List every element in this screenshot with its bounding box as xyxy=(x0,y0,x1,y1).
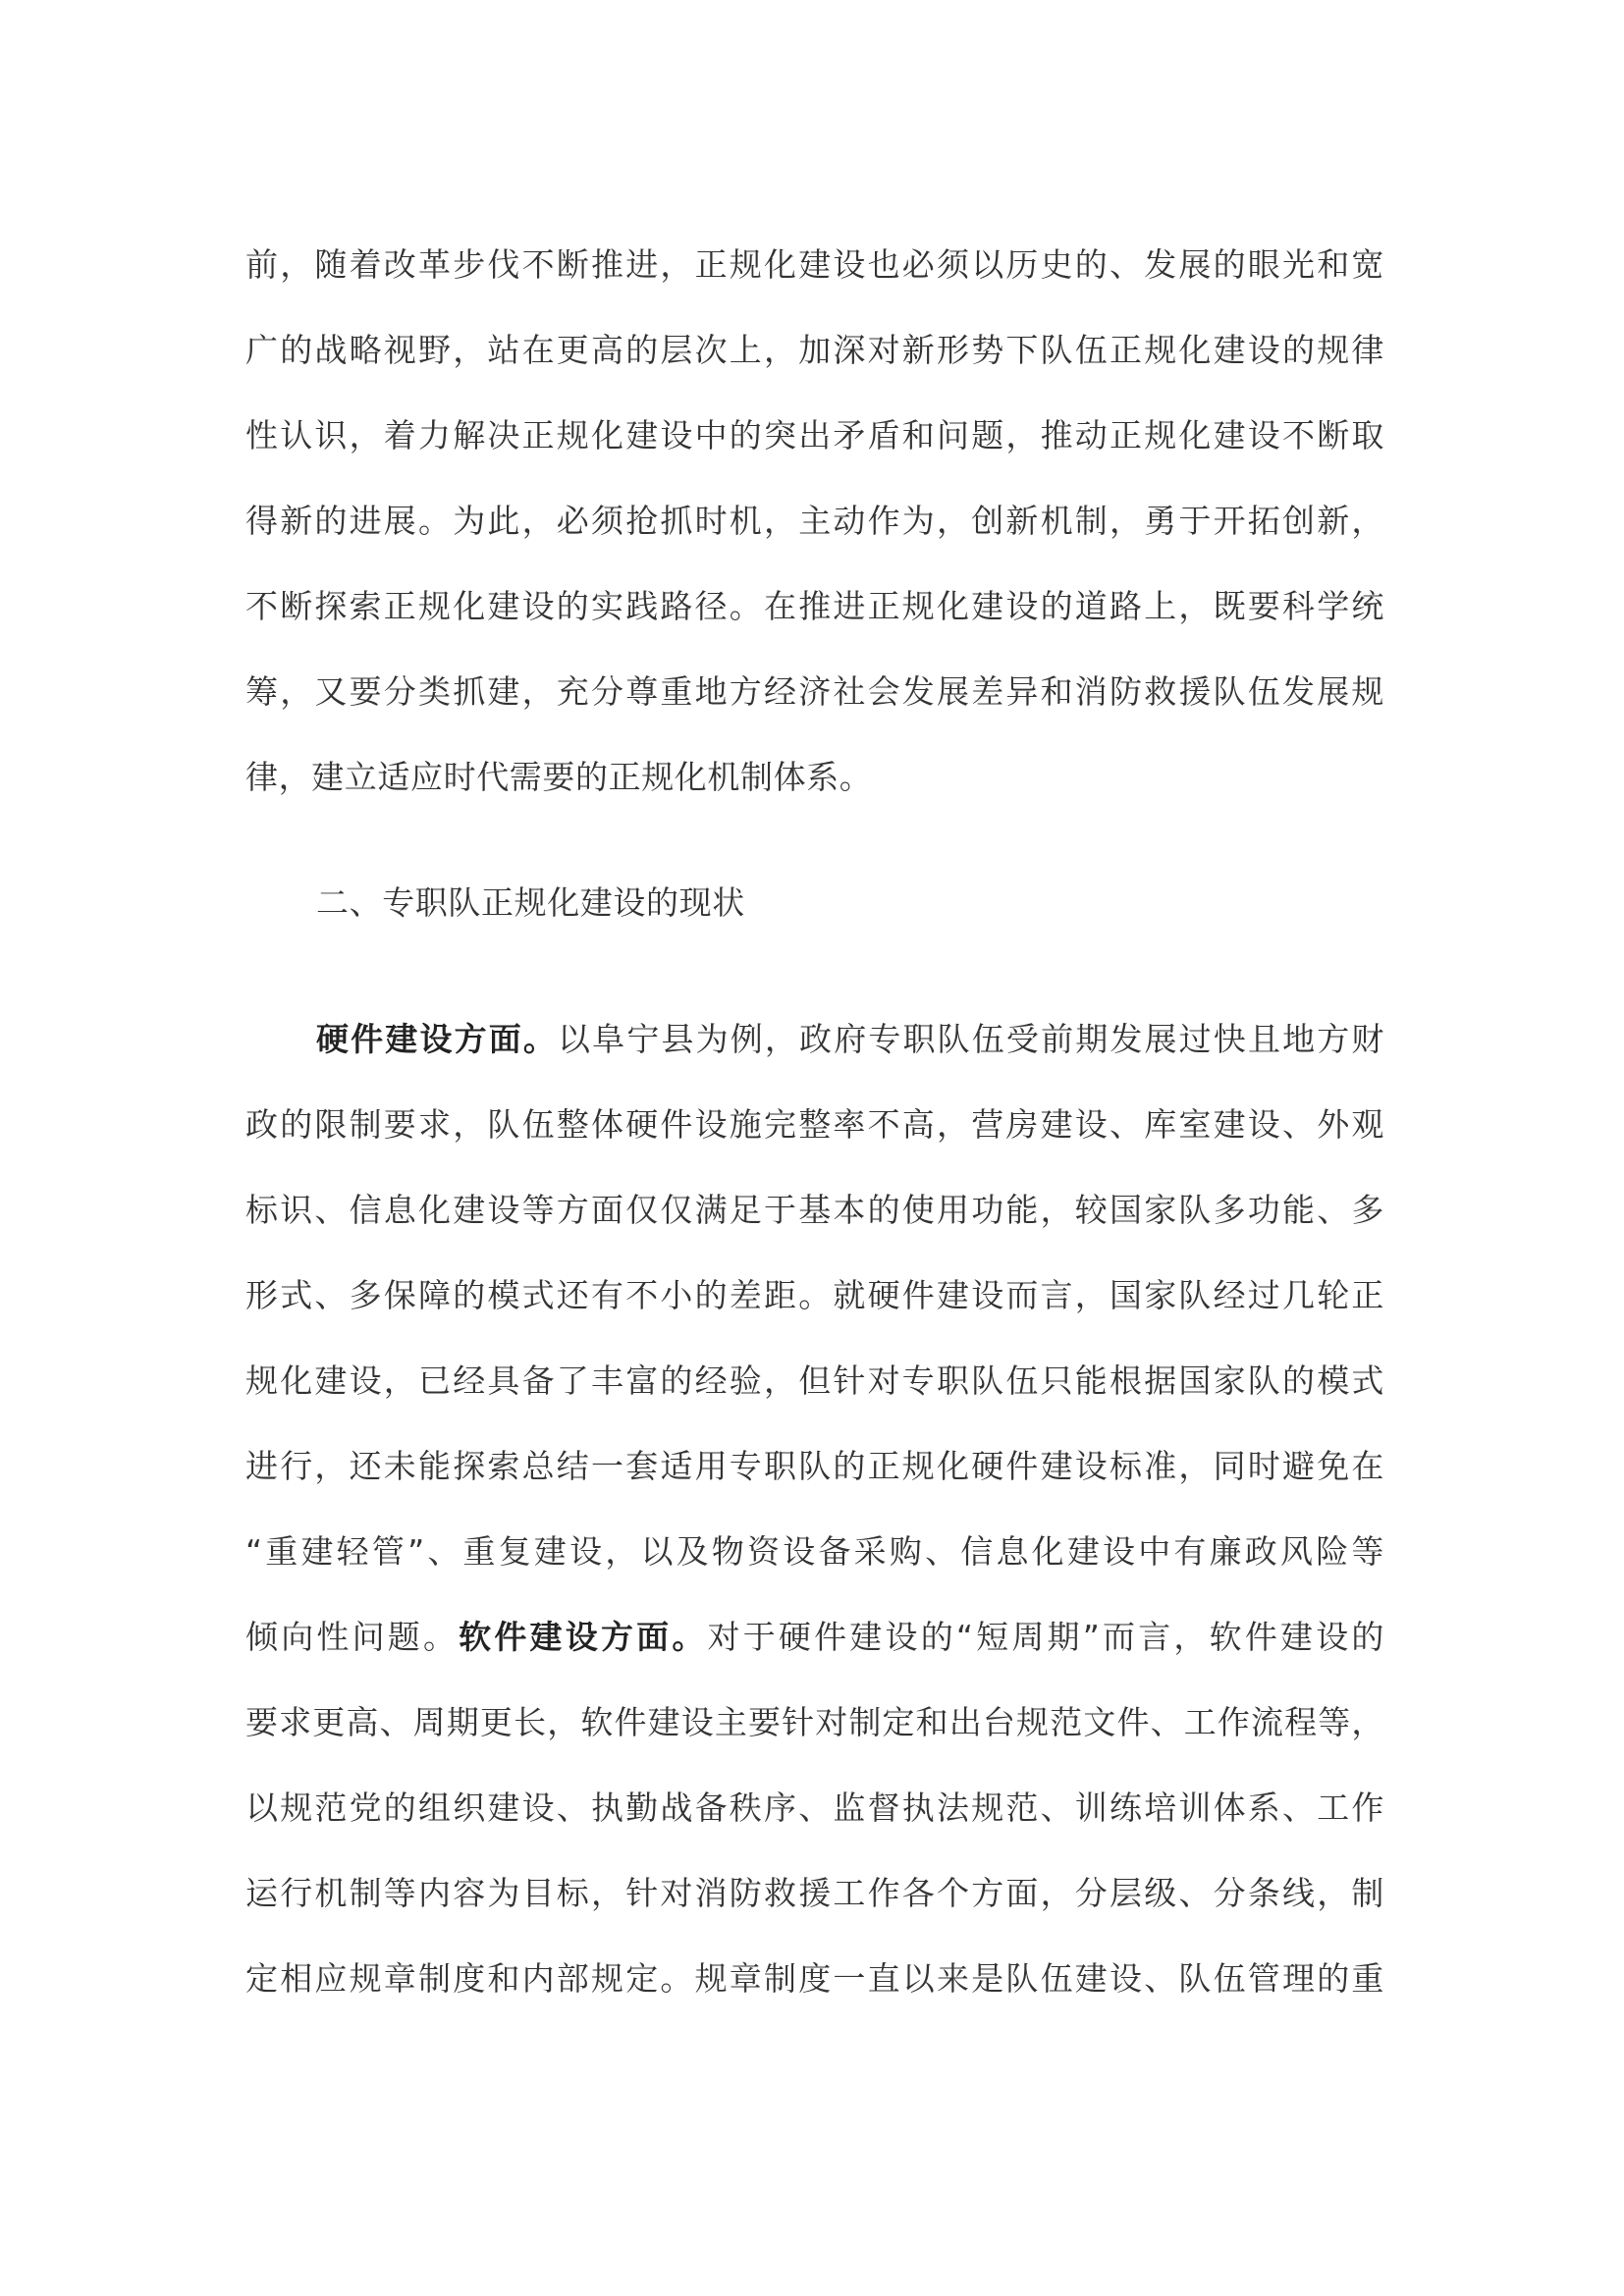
paragraph-line: 得新的进展。为此，必须抢抓时机，主动作为，创新机制，勇于开拓创新， xyxy=(245,502,1384,540)
paragraph-line xyxy=(245,1618,1384,1657)
paragraph-line: 政的限制要求，队伍整体硬件设施完整率不高，营房建设、库室建设、外观 xyxy=(245,1105,1384,1144)
bold-lead-software: 软件建设方面。 xyxy=(459,1618,708,1656)
paragraph-line: 定相应规章制度和内部规定。规章制度一直以来是队伍建设、队伍管理的重 xyxy=(245,1959,1384,1998)
paragraph-line: 要求更高、周期更长，软件建设主要针对制定和出台规范文件、工作流程等， xyxy=(245,1703,1384,1741)
paragraph-line: 运行机制等内容为目标，针对消防救援工作各个方面，分层级、分条线，制 xyxy=(245,1874,1384,1912)
paragraph-line: “重建轻管”、重复建设，以及物资设备采购、信息化建设中有廉政风险等 xyxy=(245,1532,1384,1571)
section-heading: 二、专职队正规化建设的现状 xyxy=(316,883,745,922)
paragraph-line: 规化建设，已经具备了丰富的经验，但针对专职队伍只能根据国家队的模式 xyxy=(245,1362,1384,1400)
paragraph-line: 不断探索正规化建设的实践路径。在推进正规化建设的道路上，既要科学统 xyxy=(245,587,1384,625)
paragraph-line: 律，建立适应时代需要的正规化机制体系。 xyxy=(245,758,873,796)
paragraph-line xyxy=(316,1020,1384,1059)
paragraph-line: 筹，又要分类抓建，充分尊重地方经济社会发展差异和消防救援队伍发展规 xyxy=(245,672,1384,711)
paragraph-text: 倾向性问题。 xyxy=(245,1618,460,1656)
paragraph-text: 以阜宁县为例，政府专职队伍受前期发展过快且地方财 xyxy=(558,1020,1384,1058)
paragraph-line: 前，随着改革步伐不断推进，正规化建设也必须以历史的、发展的眼光和宽 xyxy=(245,245,1384,284)
paragraph-line: 以规范党的组织建设、执勤战备秩序、监督执法规范、训练培训体系、工作 xyxy=(245,1789,1384,1827)
paragraph-line: 广的战略视野，站在更高的层次上，加深对新形势下队伍正规化建设的规律 xyxy=(245,331,1384,369)
paragraph-line: 形式、多保障的模式还有不小的差距。就硬件建设而言，国家队经过几轮正 xyxy=(245,1276,1384,1314)
paragraph-line: 进行，还未能探索总结一套适用专职队的正规化硬件建设标准，同时避免在 xyxy=(245,1447,1384,1485)
paragraph-text: 对于硬件建设的“短周期”而言，软件建设的 xyxy=(707,1618,1384,1656)
paragraph-line: 性认识，着力解决正规化建设中的突出矛盾和问题，推动正规化建设不断取 xyxy=(245,416,1384,454)
bold-lead-hardware: 硬件建设方面。 xyxy=(316,1020,559,1058)
paragraph-line: 标识、信息化建设等方面仅仅满足于基本的使用功能，较国家队多功能、多 xyxy=(245,1191,1384,1229)
